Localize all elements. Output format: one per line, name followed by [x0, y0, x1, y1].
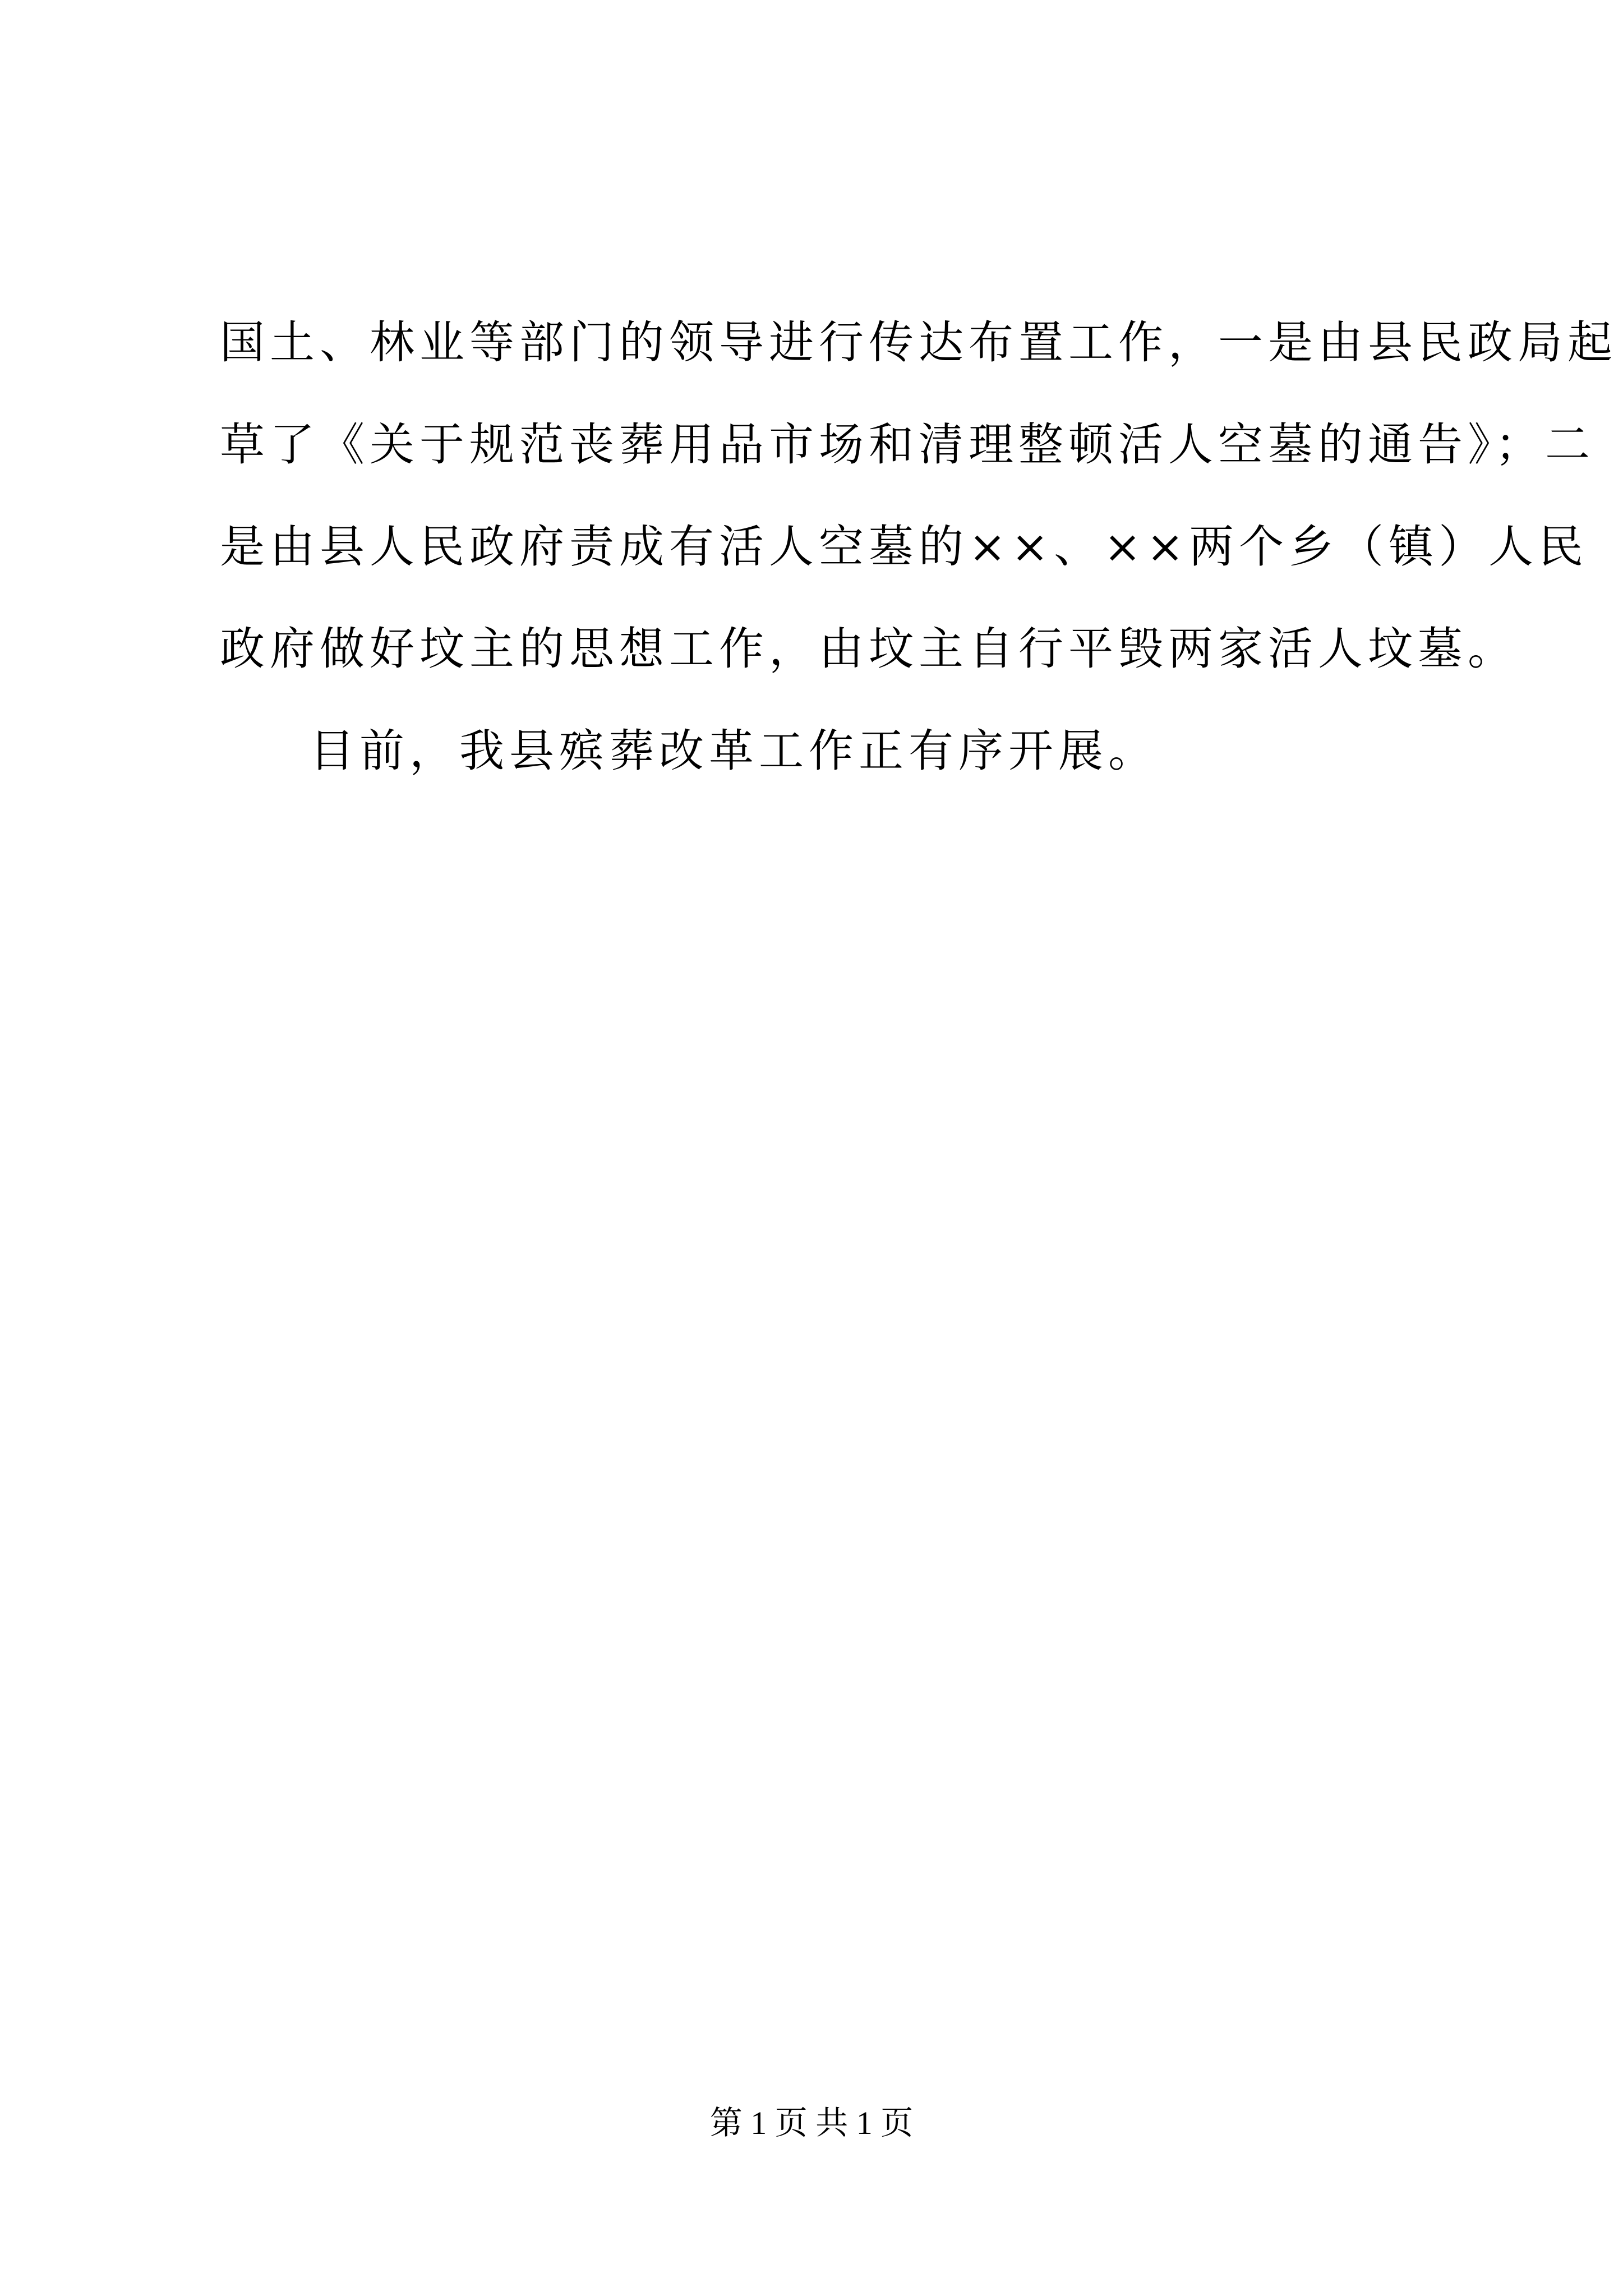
paragraph-conclusion: 目前，我县殡葬改革工作正有序开展。 — [310, 725, 1158, 777]
paragraph-line: 草了《关于规范丧葬用品市场和清理整顿活人空墓的通告》；二 — [220, 418, 1595, 471]
document-body — [220, 292, 1617, 802]
page-footer: 第 1 页 共 1 页 — [709, 2105, 914, 2141]
paragraph-line: 国土、林业等部门的领导进行传达布置工作，一是由县民政局起 — [220, 316, 1617, 369]
paragraph-line: 是由县人民政府责成有活人空墓的××、××两个乡（镇）人民 — [220, 521, 1589, 573]
paragraph-line: 政府做好坟主的思想工作，由坟主自行平毁两家活人坟墓。 — [220, 623, 1518, 675]
